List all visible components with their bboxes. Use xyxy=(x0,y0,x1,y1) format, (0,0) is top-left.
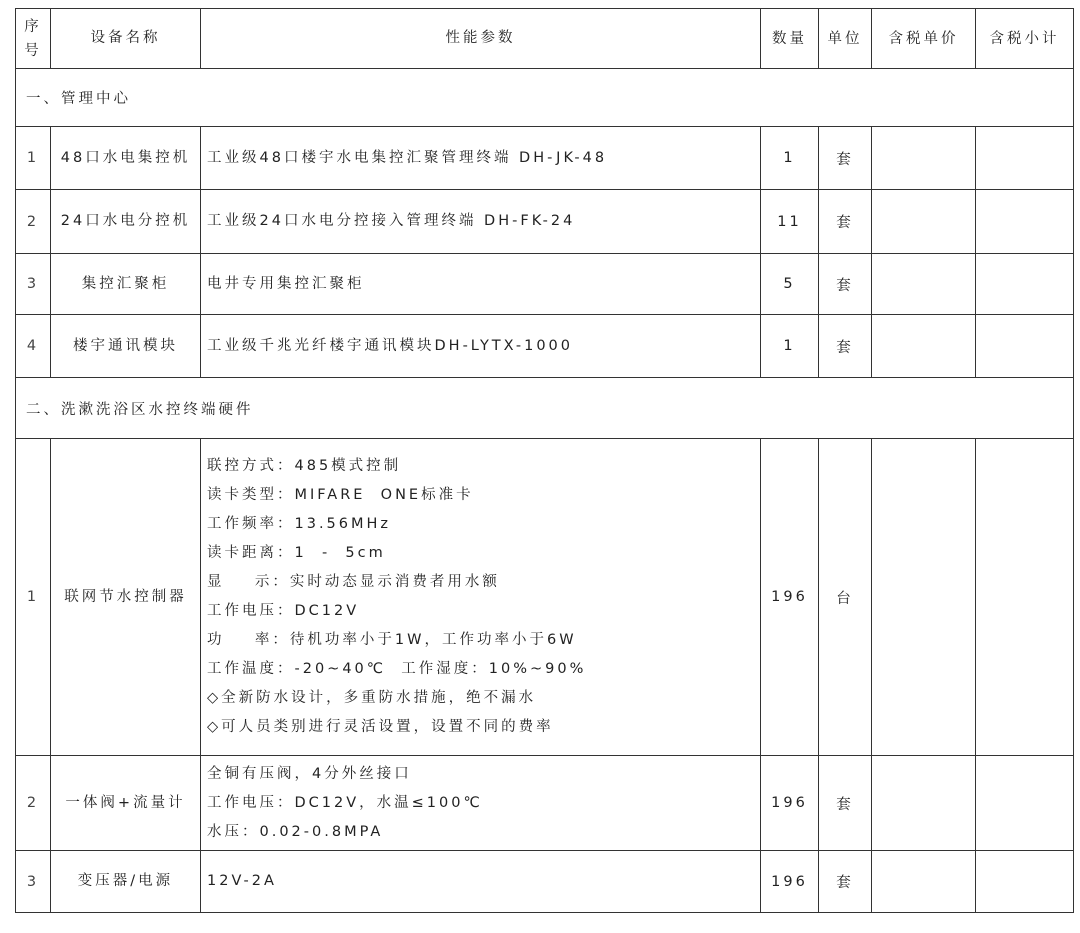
row-name: 48口水电集控机 xyxy=(51,127,201,190)
row-qty: 1 xyxy=(761,315,819,378)
row-unit: 套 xyxy=(819,254,872,315)
spec-line: 工作电压：DC12V xyxy=(207,603,360,619)
spec-line: 工业级24口水电分控接入管理终端 DH-FK-24 xyxy=(207,213,576,229)
row-no: 4 xyxy=(16,315,51,378)
header-subtotal: 含税小计 xyxy=(976,9,1074,69)
section-title: 一、管理中心 xyxy=(16,69,1074,127)
spec-line: 工作电压：DC12V，水温≤100℃ xyxy=(207,794,483,811)
row-unit-price xyxy=(872,190,976,254)
table-row xyxy=(16,851,1074,913)
row-subtotal xyxy=(976,315,1074,378)
spec-line: 全铜有压阀，4分外丝接口 xyxy=(207,765,412,782)
row-unit-price xyxy=(872,127,976,190)
row-no: 1 xyxy=(16,439,51,756)
table-row xyxy=(16,756,1074,851)
row-qty: 196 xyxy=(761,756,819,851)
spec-line: 读卡距离：1 - 5cm xyxy=(207,545,386,561)
spec-line: 功 率：待机功率小于1W，工作功率小于6W xyxy=(207,632,577,648)
row-name: 楼宇通讯模块 xyxy=(51,315,201,378)
row-name: 集控汇聚柜 xyxy=(51,254,201,315)
spec-line: 水压：0.02-0.8MPA xyxy=(207,823,384,840)
row-unit-price xyxy=(872,315,976,378)
row-unit: 台 xyxy=(819,439,872,756)
row-qty: 1 xyxy=(761,127,819,190)
row-spec xyxy=(201,439,761,756)
row-qty: 196 xyxy=(761,439,819,756)
spec-line: 联控方式：485模式控制 xyxy=(207,458,402,474)
table-row xyxy=(16,315,1074,378)
row-name: 一体阀+流量计 xyxy=(51,756,201,851)
spec-line: ◇可人员类别进行灵活设置，设置不同的费率 xyxy=(207,719,554,735)
spec-line: 工业级48口楼宇水电集控汇聚管理终端 DH-JK-48 xyxy=(207,149,608,166)
row-subtotal xyxy=(976,439,1074,756)
row-subtotal xyxy=(976,190,1074,254)
row-spec xyxy=(201,127,761,190)
table-row xyxy=(16,190,1074,254)
row-unit: 套 xyxy=(819,756,872,851)
row-unit-price xyxy=(872,439,976,756)
table-row xyxy=(16,127,1074,190)
row-no: 3 xyxy=(16,254,51,315)
row-unit: 套 xyxy=(819,190,872,254)
table-row xyxy=(16,254,1074,315)
row-spec xyxy=(201,756,761,851)
row-subtotal xyxy=(976,127,1074,190)
header-no: 序号 xyxy=(16,9,51,69)
row-unit: 套 xyxy=(819,851,872,913)
header-name: 设备名称 xyxy=(51,9,201,69)
header-row xyxy=(16,9,1074,69)
header-spec: 性能参数 xyxy=(201,9,761,69)
row-no: 3 xyxy=(16,851,51,913)
row-name: 联网节水控制器 xyxy=(51,439,201,756)
spec-line: 12V-2A xyxy=(207,873,277,889)
spec-line: 电井专用集控汇聚柜 xyxy=(207,275,365,292)
spec-line: 读卡类型：MIFARE ONE标准卡 xyxy=(207,487,474,503)
row-qty: 5 xyxy=(761,254,819,315)
header-unit: 单位 xyxy=(819,9,872,69)
table-row xyxy=(16,439,1074,756)
row-spec xyxy=(201,315,761,378)
spec-line: 工作温度：-20~40℃ 工作湿度：10%~90% xyxy=(207,661,587,677)
row-unit-price xyxy=(872,756,976,851)
row-unit: 套 xyxy=(819,127,872,190)
row-no: 1 xyxy=(16,127,51,190)
header-qty: 数量 xyxy=(761,9,819,69)
row-subtotal xyxy=(976,254,1074,315)
equipment-table xyxy=(15,8,1074,913)
row-spec xyxy=(201,254,761,315)
row-subtotal xyxy=(976,851,1074,913)
row-no: 2 xyxy=(16,190,51,254)
row-no: 2 xyxy=(16,756,51,851)
row-spec xyxy=(201,851,761,913)
row-qty: 196 xyxy=(761,851,819,913)
header-unit-price: 含税单价 xyxy=(872,9,976,69)
section-title: 二、洗漱洗浴区水控终端硬件 xyxy=(16,378,1074,439)
spec-line: 工作频率：13.56MHz xyxy=(207,516,392,532)
row-name: 变压器/电源 xyxy=(51,851,201,913)
spec-line: 工业级千兆光纤楼宇通讯模块DH-LYTX-1000 xyxy=(207,337,574,354)
row-unit-price xyxy=(872,254,976,315)
spec-line: 显 示：实时动态显示消费者用水额 xyxy=(207,574,500,590)
row-unit-price xyxy=(872,851,976,913)
row-name: 24口水电分控机 xyxy=(51,190,201,254)
row-unit: 套 xyxy=(819,315,872,378)
spec-line: ◇全新防水设计，多重防水措施，绝不漏水 xyxy=(207,690,537,706)
section-row xyxy=(16,69,1074,127)
row-subtotal xyxy=(976,756,1074,851)
row-qty: 11 xyxy=(761,190,819,254)
row-spec xyxy=(201,190,761,254)
section-row xyxy=(16,378,1074,439)
